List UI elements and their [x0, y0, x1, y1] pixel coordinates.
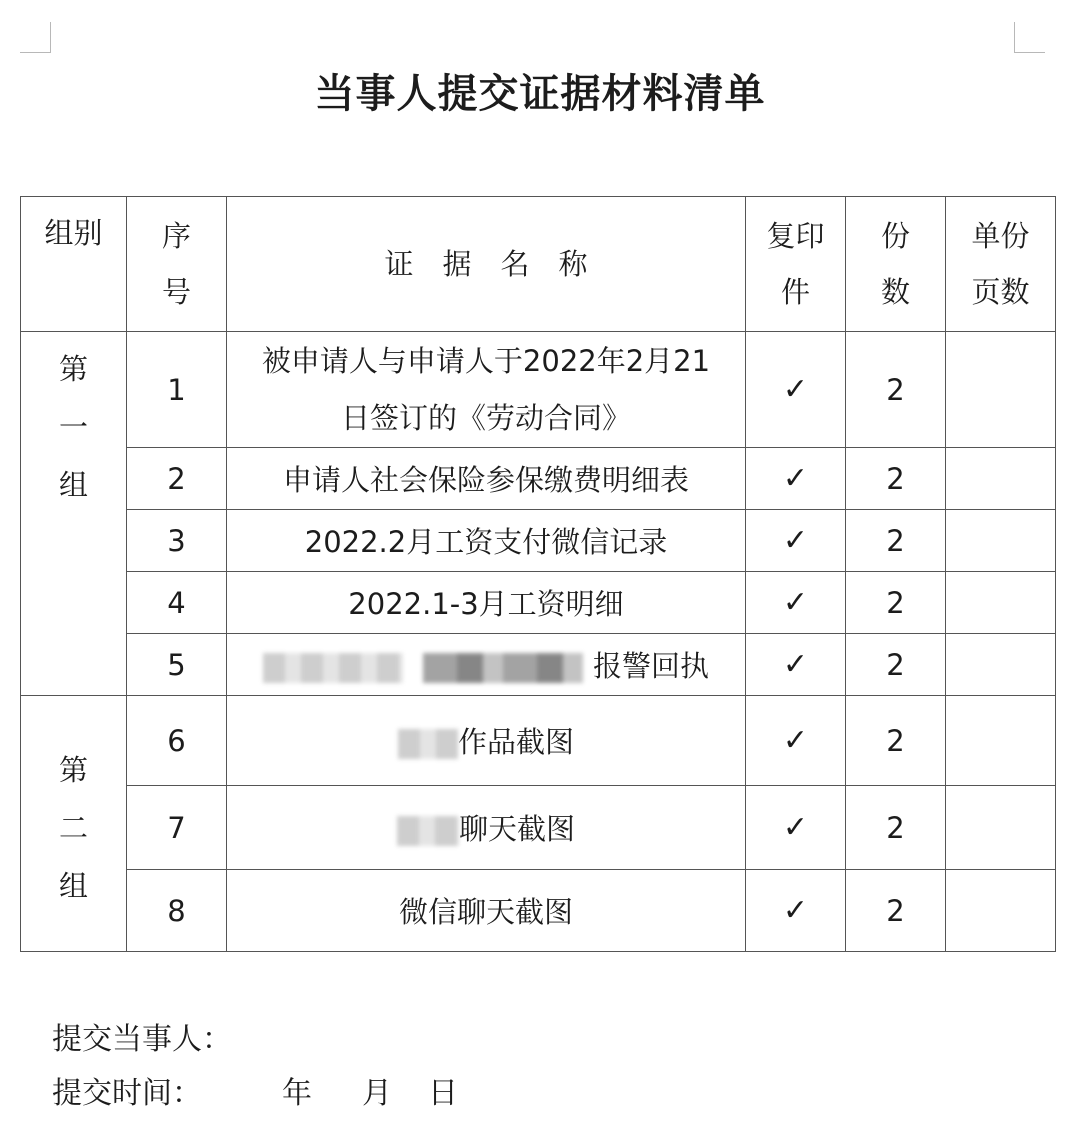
redacted-text: [398, 729, 458, 759]
header-count: 份 数: [846, 197, 946, 332]
table-row: [21, 572, 1056, 634]
header-seq: 序 号: [127, 197, 227, 332]
row-evidence-name: 2022.2月工资支付微信记录: [227, 510, 746, 572]
row-pages: [946, 634, 1056, 696]
row-seq: 5: [127, 634, 227, 696]
row-copy-check: ✓: [746, 870, 846, 952]
table-row: [21, 870, 1056, 952]
row-count: 2: [846, 696, 946, 786]
row-evidence-name: 2022.1-3月工资明细: [227, 572, 746, 634]
row-evidence-name: 聊天截图: [227, 786, 746, 870]
row-copy-check: ✓: [746, 332, 846, 448]
header-group: 组别: [21, 197, 127, 332]
group-label-1: 第 一 组: [21, 332, 127, 696]
row-evidence-name: 报警回执: [227, 634, 746, 696]
row-evidence-name: 申请人社会保险参保缴费明细表: [227, 448, 746, 510]
table-row: [21, 332, 1056, 448]
row-count: 2: [846, 448, 946, 510]
row-copy-check: ✓: [746, 510, 846, 572]
submission-time-label: 提交时间：: [52, 1076, 202, 1111]
submission-time-line: [52, 1068, 458, 1112]
table-row: [21, 634, 1056, 696]
group-label-2: 第 二 组: [21, 696, 127, 952]
row-seq: 7: [127, 786, 227, 870]
redacted-text: [397, 816, 459, 846]
page-corner-mark-top-left: [20, 22, 51, 53]
row-pages: [946, 870, 1056, 952]
row-pages: [946, 786, 1056, 870]
row-copy-check: ✓: [746, 572, 846, 634]
row-pages: [946, 696, 1056, 786]
row-seq: 4: [127, 572, 227, 634]
header-row: [21, 197, 1056, 332]
row-pages: [946, 510, 1056, 572]
year-label: 年: [282, 1076, 312, 1111]
row-evidence-name: 作品截图: [227, 696, 746, 786]
row-copy-check: ✓: [746, 634, 846, 696]
table-row: [21, 786, 1056, 870]
submitting-party-label: 提交当事人：: [52, 1022, 232, 1057]
redacted-text: [263, 653, 403, 683]
evidence-table: [20, 196, 1056, 952]
row-seq: 8: [127, 870, 227, 952]
row-pages: [946, 572, 1056, 634]
row-count: 2: [846, 870, 946, 952]
row-count: 2: [846, 510, 946, 572]
row-copy-check: ✓: [746, 786, 846, 870]
row-evidence-name: 微信聊天截图: [227, 870, 746, 952]
row-pages: [946, 332, 1056, 448]
month-label: 月: [362, 1076, 392, 1111]
page-corner-mark-top-right: [1014, 22, 1045, 53]
row-count: 2: [846, 332, 946, 448]
table-row: [21, 696, 1056, 786]
header-copy: 复印 件: [746, 197, 846, 332]
row-count: 2: [846, 572, 946, 634]
row-count: 2: [846, 634, 946, 696]
redacted-text: [423, 653, 583, 683]
header-pages: 单份 页数: [946, 197, 1056, 332]
table-row: [21, 510, 1056, 572]
row-copy-check: ✓: [746, 448, 846, 510]
row-seq: 2: [127, 448, 227, 510]
row-evidence-name: 被申请人与申请人于2022年2月21 日签订的《劳动合同》: [227, 332, 746, 448]
header-evidence-name: 证 据 名 称: [227, 197, 746, 332]
row-seq: 6: [127, 696, 227, 786]
day-label: 日: [428, 1076, 458, 1111]
row-copy-check: ✓: [746, 696, 846, 786]
row-seq: 1: [127, 332, 227, 448]
row-count: 2: [846, 786, 946, 870]
document-title: 当事人提交证据材料清单: [314, 71, 766, 117]
row-pages: [946, 448, 1056, 510]
row-seq: 3: [127, 510, 227, 572]
table-row: [21, 448, 1056, 510]
